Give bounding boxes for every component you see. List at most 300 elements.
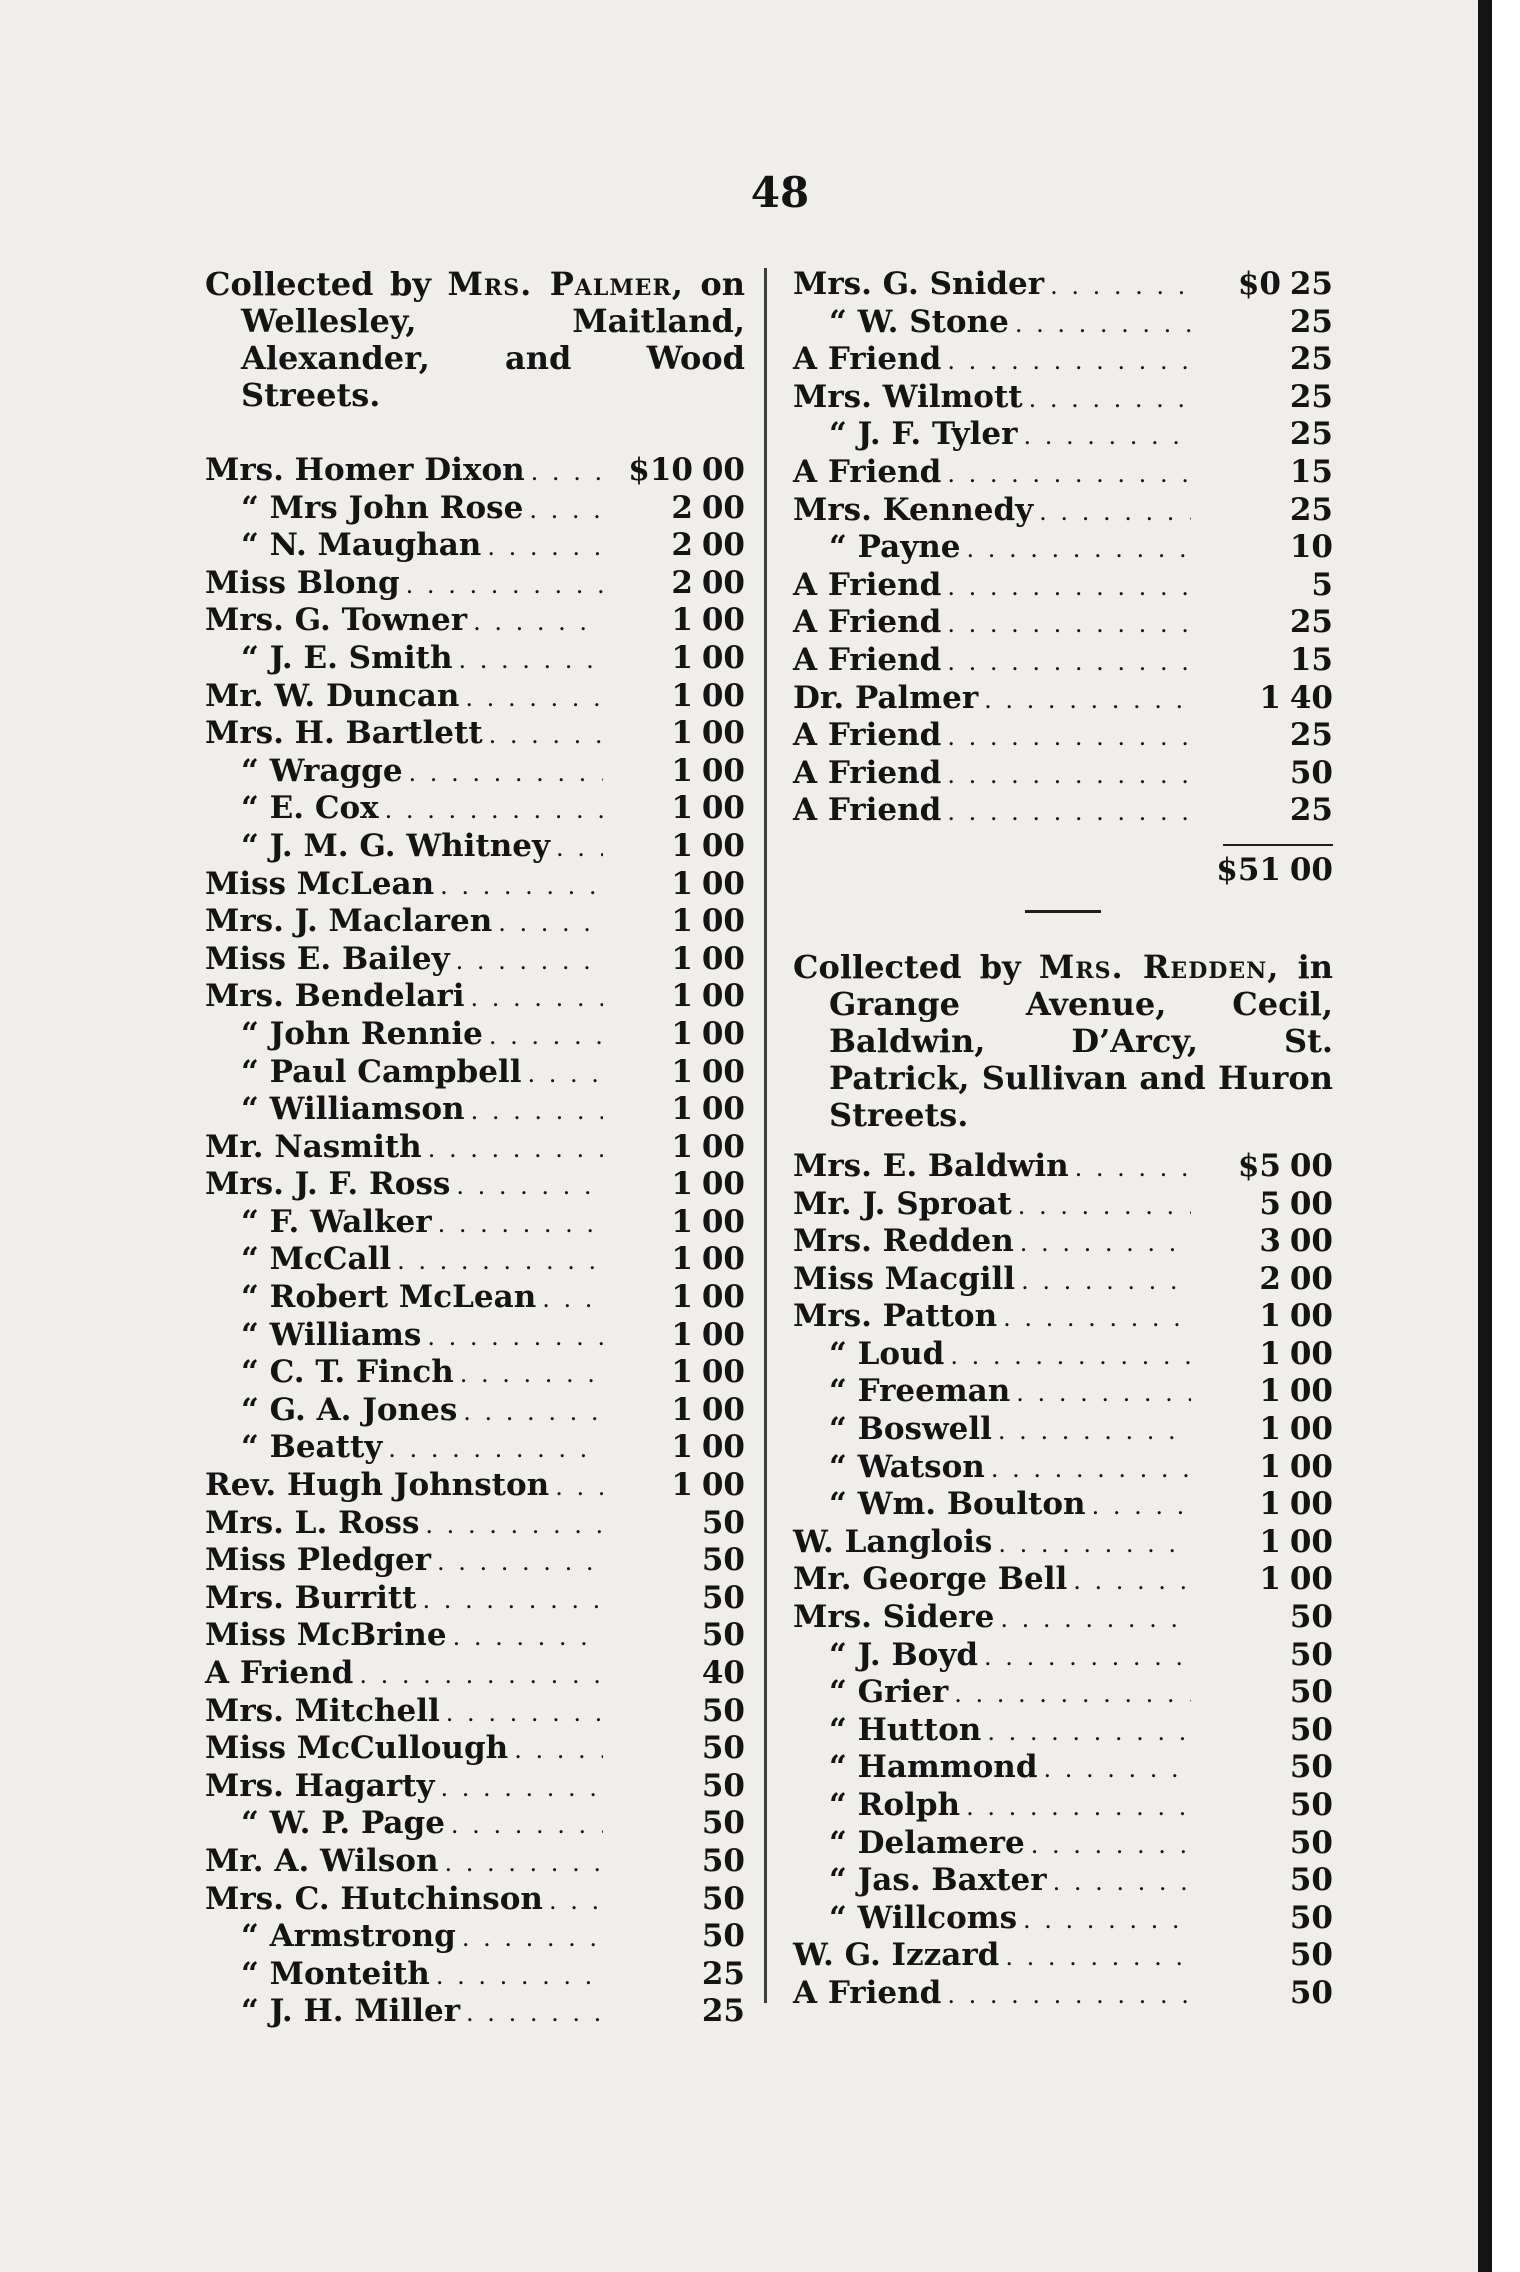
- amount-cents: 50: [701, 1918, 745, 1955]
- amount-dollars: 2: [671, 564, 693, 601]
- collector-name: Mrs. Redden,: [1038, 947, 1280, 986]
- amount-dollars: 1: [671, 790, 693, 827]
- subscription-row: [205, 1843, 745, 1881]
- subscriber-name: “ Delamere: [829, 1824, 1025, 1861]
- subscriber-name: Mrs. E. Baldwin: [793, 1147, 1069, 1184]
- subscription-row: [205, 1993, 745, 2031]
- amount-cents: 50: [1289, 1711, 1333, 1748]
- subscriber-name: A Friend: [793, 453, 942, 490]
- amount-cents: 00: [1289, 1411, 1333, 1448]
- amount-dollars: 1: [1259, 1298, 1281, 1335]
- subscriber-name: Rev. Hugh Johnston: [205, 1467, 550, 1504]
- leader-dots: [556, 834, 603, 862]
- subscription-row: [793, 1975, 1333, 2013]
- amount-cents: 00: [1289, 1523, 1333, 1560]
- amount-dollars: 1: [1259, 1523, 1281, 1560]
- amount-cents: 00: [1289, 1260, 1333, 1297]
- subscription-row: [205, 1279, 745, 1317]
- amount-dollars: 1: [671, 1128, 693, 1165]
- subscription-row: [205, 790, 745, 828]
- amount-dollars: 5: [1259, 1185, 1281, 1222]
- amount-cents: 00: [701, 677, 745, 714]
- leader-dots: [397, 1247, 603, 1275]
- subscription-row: [793, 717, 1333, 755]
- subscription-row: [205, 1805, 745, 1843]
- subscription-row: [205, 1918, 745, 1956]
- leader-dots: [998, 1417, 1191, 1445]
- subscriber-name: A Friend: [793, 641, 942, 678]
- amount-dollars: 1: [671, 903, 693, 940]
- subscription-row: [793, 567, 1333, 605]
- subscriber-name: “ E. Cox: [241, 790, 379, 827]
- left-entry-list: [205, 452, 745, 2031]
- leader-dots: [947, 460, 1191, 488]
- amount-cents: 5: [1311, 566, 1333, 603]
- subscription-row: [793, 1637, 1333, 1675]
- leader-dots: [514, 1736, 603, 1764]
- leader-dots: [456, 1172, 603, 1200]
- subscription-row: [793, 1749, 1333, 1787]
- subscription-row: [205, 941, 745, 979]
- subscription-row: [793, 304, 1333, 342]
- subscriber-name: A Friend: [793, 604, 942, 641]
- subscriber-name: “ Williamson: [241, 1091, 465, 1128]
- leader-dots: [1075, 1154, 1191, 1182]
- subscription-row: [205, 715, 745, 753]
- amount-cents: 50: [1289, 1787, 1333, 1823]
- subscription-row: [205, 1768, 745, 1806]
- leader-dots: [428, 1135, 603, 1163]
- subscriber-name: Miss Pledger: [205, 1542, 432, 1579]
- leader-dots: [427, 1323, 603, 1351]
- subscription-row: [205, 1730, 745, 1768]
- amount-cents: 00: [701, 1128, 745, 1165]
- amount-cents: 25: [1289, 266, 1333, 302]
- subscriber-name: Mr. A. Wilson: [205, 1842, 439, 1879]
- subscriber-name: Mr. George Bell: [793, 1561, 1068, 1598]
- leader-dots: [406, 571, 603, 599]
- amount-cents: 00: [701, 1241, 745, 1278]
- amount-cents: 50: [1289, 1974, 1333, 2011]
- leader-dots: [984, 686, 1191, 714]
- subscriber-name: Miss E. Bailey: [205, 940, 450, 977]
- right-entry-list-top: [793, 266, 1333, 830]
- subscription-row: [205, 565, 745, 603]
- subscriber-name: “ Hammond: [829, 1749, 1038, 1786]
- leader-dots: [388, 1435, 603, 1463]
- subscriber-name: “ J. M. G. Whitney: [241, 827, 551, 864]
- leader-dots: [947, 573, 1191, 601]
- leader-dots: [441, 1774, 604, 1802]
- subscription-row: [205, 1429, 745, 1467]
- leader-dots: [460, 1360, 603, 1388]
- leader-dots: [409, 759, 603, 787]
- subscriber-name: “ F. Walker: [241, 1203, 432, 1240]
- subscriber-name: “ Willcoms: [829, 1899, 1018, 1936]
- amount-cents: 00: [701, 1316, 745, 1353]
- amount-cents: 00: [1289, 1561, 1333, 1598]
- subscription-row: [793, 1787, 1333, 1825]
- spacer: [205, 414, 745, 452]
- amount-cents: 00: [701, 865, 745, 902]
- amount-cents: 25: [1289, 303, 1333, 340]
- leader-dots: [385, 796, 603, 824]
- subscription-row: [205, 1392, 745, 1430]
- leader-dots: [423, 1586, 603, 1614]
- amount-cents: 50: [701, 1617, 745, 1654]
- subscriber-name: Mrs. Sidere: [793, 1599, 995, 1636]
- amount-dollars: 1: [671, 827, 693, 864]
- leader-dots: [1031, 1831, 1191, 1859]
- subscription-row: [793, 1900, 1333, 1938]
- subscription-row: [793, 1411, 1333, 1449]
- subscriber-name: Miss Blong: [205, 564, 400, 601]
- column-divider: [764, 268, 767, 2003]
- heading-prefix: Collected by: [793, 947, 1021, 986]
- leader-dots: [1029, 385, 1191, 413]
- leader-dots: [1023, 422, 1191, 450]
- leader-dots: [947, 347, 1191, 375]
- subscriber-name: A Friend: [205, 1655, 354, 1691]
- amount-cents: 50: [701, 1842, 745, 1879]
- leader-dots: [947, 798, 1191, 826]
- subscription-row: [205, 1881, 745, 1919]
- amount-cents: 50: [701, 1730, 745, 1767]
- leader-dots: [489, 1022, 603, 1050]
- amount-cents: 25: [701, 1993, 745, 2030]
- subscription-row: [793, 529, 1333, 567]
- amount-cents: 15: [1289, 641, 1333, 678]
- subscription-row: [205, 1693, 745, 1731]
- leader-dots: [471, 1097, 603, 1125]
- subscriber-name: A Friend: [793, 717, 942, 754]
- leader-dots: [465, 684, 603, 712]
- amount-cents: 25: [1289, 491, 1333, 528]
- subscription-row: [793, 1148, 1333, 1186]
- subscriber-name: “ Jas. Baxter: [829, 1862, 1047, 1899]
- amount-cents: 00: [701, 1015, 745, 1052]
- amount-dollars: 1: [671, 602, 693, 639]
- amount-cents: 00: [1289, 1147, 1333, 1184]
- subscription-row: [793, 1825, 1333, 1863]
- leader-dots: [489, 721, 603, 749]
- amount-cents: 00: [701, 1429, 745, 1466]
- subscriber-name: Mrs. Redden: [793, 1223, 1014, 1260]
- amount-dollars: 1: [1259, 1335, 1281, 1372]
- amount-cents: 00: [1289, 1373, 1333, 1410]
- amount-dollars: 1: [671, 752, 693, 789]
- subscription-row: [793, 1336, 1333, 1374]
- amount-dollars: 1: [671, 1203, 693, 1240]
- subscription-row: [793, 1223, 1333, 1261]
- subscriber-name: Mrs. C. Hutchinson: [205, 1880, 543, 1917]
- subscription-row: [793, 454, 1333, 492]
- heading-prefix: Collected by: [205, 265, 431, 303]
- leader-dots: [451, 1811, 603, 1839]
- amount-dollars: 2: [671, 527, 693, 564]
- amount-dollars: 1: [1259, 679, 1281, 716]
- subscription-row: [793, 604, 1333, 642]
- subscriber-name: “ Monteith: [241, 1955, 430, 1992]
- subscriber-name: “ N. Maughan: [241, 527, 482, 564]
- subscription-row: [205, 1317, 745, 1355]
- amount-cents: 00: [701, 1091, 745, 1128]
- leader-dots: [463, 1398, 603, 1426]
- amount-dollars: 1: [671, 1053, 693, 1090]
- subscriber-name: Mr. Nasmith: [205, 1128, 422, 1165]
- leader-dots: [950, 1342, 1191, 1370]
- subscriber-name: Mrs. G. Snider: [793, 266, 1045, 302]
- amount-dollars: 1: [671, 1015, 693, 1052]
- leader-dots: [1050, 272, 1191, 300]
- subscription-row: [205, 490, 745, 528]
- subscriber-name: “ John Rennie: [241, 1015, 483, 1052]
- subscriber-name: “ J. Boyd: [829, 1636, 979, 1673]
- subscriber-name: “ Boswell: [829, 1411, 992, 1448]
- subscription-row: [205, 527, 745, 565]
- amount-dollars: 1: [1259, 1373, 1281, 1410]
- subscription-row: [793, 1486, 1333, 1524]
- heading-streets: in Grange Avenue, Cecil, Baldwin, D’Arcy, St. Patrick, Sullivan and Huron Streets.: [829, 947, 1334, 1134]
- subscriber-name: Miss McCullough: [205, 1730, 509, 1767]
- subscription-row: [793, 1298, 1333, 1336]
- leader-dots: [473, 608, 603, 636]
- subscriber-name: Mrs. Homer Dixon: [205, 452, 525, 488]
- leader-dots: [1020, 1229, 1191, 1257]
- leader-dots: [456, 947, 603, 975]
- subscription-row: [793, 792, 1333, 830]
- subscription-row: [793, 379, 1333, 417]
- leader-dots: [471, 984, 603, 1012]
- leader-dots: [998, 1530, 1191, 1558]
- subscription-row: [205, 753, 745, 791]
- subscription-row: [793, 1524, 1333, 1562]
- amount-cents: 00: [701, 452, 745, 488]
- amount-cents: 40: [701, 1655, 745, 1691]
- leader-dots: [1039, 498, 1191, 526]
- leader-dots: [1044, 1755, 1192, 1783]
- leader-dots: [531, 458, 603, 486]
- leader-dots: [549, 1887, 603, 1915]
- leader-dots: [1092, 1492, 1191, 1520]
- amount-dollars: 1: [671, 1241, 693, 1278]
- amount-cents: 10: [1289, 529, 1333, 566]
- subscriber-name: “ J. H. Miller: [241, 1993, 461, 2030]
- subscriber-name: Mrs. L. Ross: [205, 1504, 420, 1541]
- amount-cents: 50: [1289, 1674, 1333, 1711]
- subscription-row: [793, 1561, 1333, 1599]
- subscriber-name: A Friend: [793, 754, 942, 791]
- amount-cents: 50: [701, 1504, 745, 1541]
- leader-dots: [1003, 1304, 1191, 1332]
- amount-dollars: 1: [671, 1091, 693, 1128]
- amount-cents: 00: [701, 1203, 745, 1240]
- amount-cents: 00: [701, 827, 745, 864]
- left-section-heading: [205, 266, 745, 414]
- subscription-row: [793, 1261, 1333, 1299]
- spacer: [793, 1134, 1333, 1148]
- subscription-row: [205, 1655, 745, 1693]
- leader-dots: [1016, 1379, 1191, 1407]
- subscription-row: [793, 1373, 1333, 1411]
- leader-dots: [984, 1643, 1191, 1671]
- leader-dots: [438, 1210, 603, 1238]
- amount-dollars: $10: [628, 452, 693, 488]
- total-cents: 00: [1289, 851, 1333, 888]
- amount-dollars: 1: [671, 1467, 693, 1504]
- leader-dots: [542, 1285, 603, 1313]
- amount-cents: 15: [1289, 453, 1333, 490]
- heading-streets: on Wellesley, Maitland, Alexander, and Wood Streets.: [241, 265, 745, 414]
- amount-cents: 00: [701, 752, 745, 789]
- subscriber-name: “ G. A. Jones: [241, 1391, 458, 1428]
- amount-cents: 50: [1289, 754, 1333, 791]
- subscriber-name: A Friend: [793, 341, 942, 378]
- subscriber-name: Mrs. Burritt: [205, 1579, 417, 1616]
- subscription-row: [205, 1467, 745, 1505]
- subscription-row: [793, 1712, 1333, 1750]
- amount-cents: 00: [1289, 1185, 1333, 1222]
- subscription-row: [205, 1054, 745, 1092]
- amount-dollars: $5: [1237, 1147, 1281, 1184]
- subscriber-name: “ W. P. Page: [241, 1805, 445, 1842]
- total-dollars: $51: [1216, 851, 1281, 888]
- subscription-row: [793, 1937, 1333, 1975]
- amount-cents: 25: [701, 1955, 745, 1992]
- subscription-row: [205, 903, 745, 941]
- leader-dots: [1053, 1868, 1191, 1896]
- subscriber-name: “ McCall: [241, 1241, 392, 1278]
- subscription-row: [205, 452, 745, 490]
- subscription-row: [793, 642, 1333, 680]
- amount-dollars: 1: [671, 1391, 693, 1428]
- subscriber-name: “ Rolph: [829, 1787, 961, 1823]
- amount-cents: 00: [701, 1166, 745, 1203]
- amount-dollars: 3: [1259, 1223, 1281, 1260]
- subscriber-name: Mrs. Wilmott: [793, 378, 1023, 415]
- left-column: [205, 266, 745, 2031]
- amount-cents: 50: [701, 1692, 745, 1729]
- subscriber-name: “ Grier: [829, 1674, 949, 1711]
- amount-dollars: 1: [671, 1166, 693, 1203]
- subscription-row: [205, 1016, 745, 1054]
- amount-cents: 00: [1289, 1223, 1333, 1260]
- subscriber-name: Mr. J. Sproat: [793, 1185, 1012, 1222]
- amount-cents: 00: [701, 1354, 745, 1391]
- subscriber-name: “ Loud: [829, 1335, 945, 1372]
- amount-cents: 50: [701, 1767, 745, 1804]
- right-entry-list-bottom: [793, 1148, 1333, 2013]
- leader-dots: [1015, 310, 1191, 338]
- leader-dots: [987, 1718, 1191, 1746]
- subscriber-name: “ J. E. Smith: [241, 639, 453, 676]
- leader-dots: [440, 872, 603, 900]
- subscription-row: [205, 602, 745, 640]
- subscription-row: [793, 1599, 1333, 1637]
- amount-cents: 00: [1289, 1335, 1333, 1372]
- subscriber-name: “ Beatty: [241, 1429, 383, 1466]
- amount-dollars: 1: [671, 1429, 693, 1466]
- amount-cents: 50: [1289, 1899, 1333, 1936]
- amount-cents: 00: [701, 715, 745, 752]
- leader-dots: [1023, 1906, 1191, 1934]
- subscriber-name: “ C. T. Finch: [241, 1354, 454, 1391]
- page-number: 48: [750, 168, 810, 217]
- subscription-row: [205, 1091, 745, 1129]
- amount-cents: 00: [1289, 1298, 1333, 1335]
- subscriber-name: Mrs. H. Bartlett: [205, 715, 483, 752]
- subscriber-name: “ Armstrong: [241, 1918, 456, 1955]
- leader-dots: [527, 1060, 603, 1088]
- leader-dots: [453, 1623, 603, 1651]
- leader-dots: [498, 909, 603, 937]
- leader-dots: [555, 1473, 603, 1501]
- subscription-row: [793, 680, 1333, 718]
- subscriber-name: “ Robert McLean: [241, 1279, 537, 1316]
- subscriber-name: “ Hutton: [829, 1711, 982, 1748]
- section-separator: [1025, 910, 1101, 913]
- subscriber-name: Mrs. Bendelari: [205, 978, 465, 1015]
- amount-cents: 25: [1289, 604, 1333, 641]
- subscriber-name: Miss McBrine: [205, 1617, 447, 1654]
- subscription-row: [205, 1580, 745, 1618]
- subscriber-name: W. Langlois: [793, 1523, 993, 1560]
- amount-cents: 00: [701, 790, 745, 827]
- section-total: [793, 852, 1333, 892]
- amount-dollars: 1: [671, 715, 693, 752]
- subscription-row: [793, 1862, 1333, 1900]
- amount-dollars: 1: [671, 639, 693, 676]
- amount-cents: 00: [1289, 1448, 1333, 1485]
- amount-cents: 25: [1289, 378, 1333, 415]
- amount-dollars: 1: [1259, 1411, 1281, 1448]
- amount-cents: 50: [1289, 1937, 1333, 1974]
- subscriber-name: A Friend: [793, 792, 942, 829]
- amount-cents: 00: [701, 639, 745, 676]
- amount-dollars: $0: [1237, 266, 1281, 302]
- subscriber-name: “ Williams: [241, 1316, 422, 1353]
- subscription-row: [793, 755, 1333, 793]
- right-section-heading: [793, 949, 1333, 1134]
- leader-dots: [446, 1699, 603, 1727]
- subscriber-name: Mrs. Hagarty: [205, 1767, 435, 1804]
- amount-cents: 25: [1289, 416, 1333, 453]
- page-binding-edge: [1478, 0, 1492, 2272]
- leader-dots: [445, 1849, 603, 1877]
- amount-dollars: 1: [671, 677, 693, 714]
- right-column: [793, 266, 1333, 2013]
- subscription-row: [205, 640, 745, 678]
- subscriber-name: “ W. Stone: [829, 303, 1009, 340]
- subscription-row: [205, 1354, 745, 1392]
- leader-dots: [359, 1661, 603, 1689]
- leader-dots: [459, 646, 603, 674]
- subscription-row: [205, 1241, 745, 1279]
- leader-dots: [991, 1455, 1191, 1483]
- subscription-row: [793, 1186, 1333, 1224]
- leader-dots: [947, 723, 1191, 751]
- amount-cents: 00: [701, 527, 745, 564]
- subscriber-name: A Friend: [793, 566, 942, 603]
- subscription-row: [793, 416, 1333, 454]
- leader-dots: [947, 648, 1191, 676]
- leader-dots: [436, 1962, 603, 1990]
- amount-cents: 50: [701, 1880, 745, 1917]
- subscriber-name: W. G. Izzard: [793, 1937, 1000, 1974]
- subscription-row: [205, 1505, 745, 1543]
- amount-cents: 00: [701, 489, 745, 526]
- leader-dots: [466, 1999, 603, 2027]
